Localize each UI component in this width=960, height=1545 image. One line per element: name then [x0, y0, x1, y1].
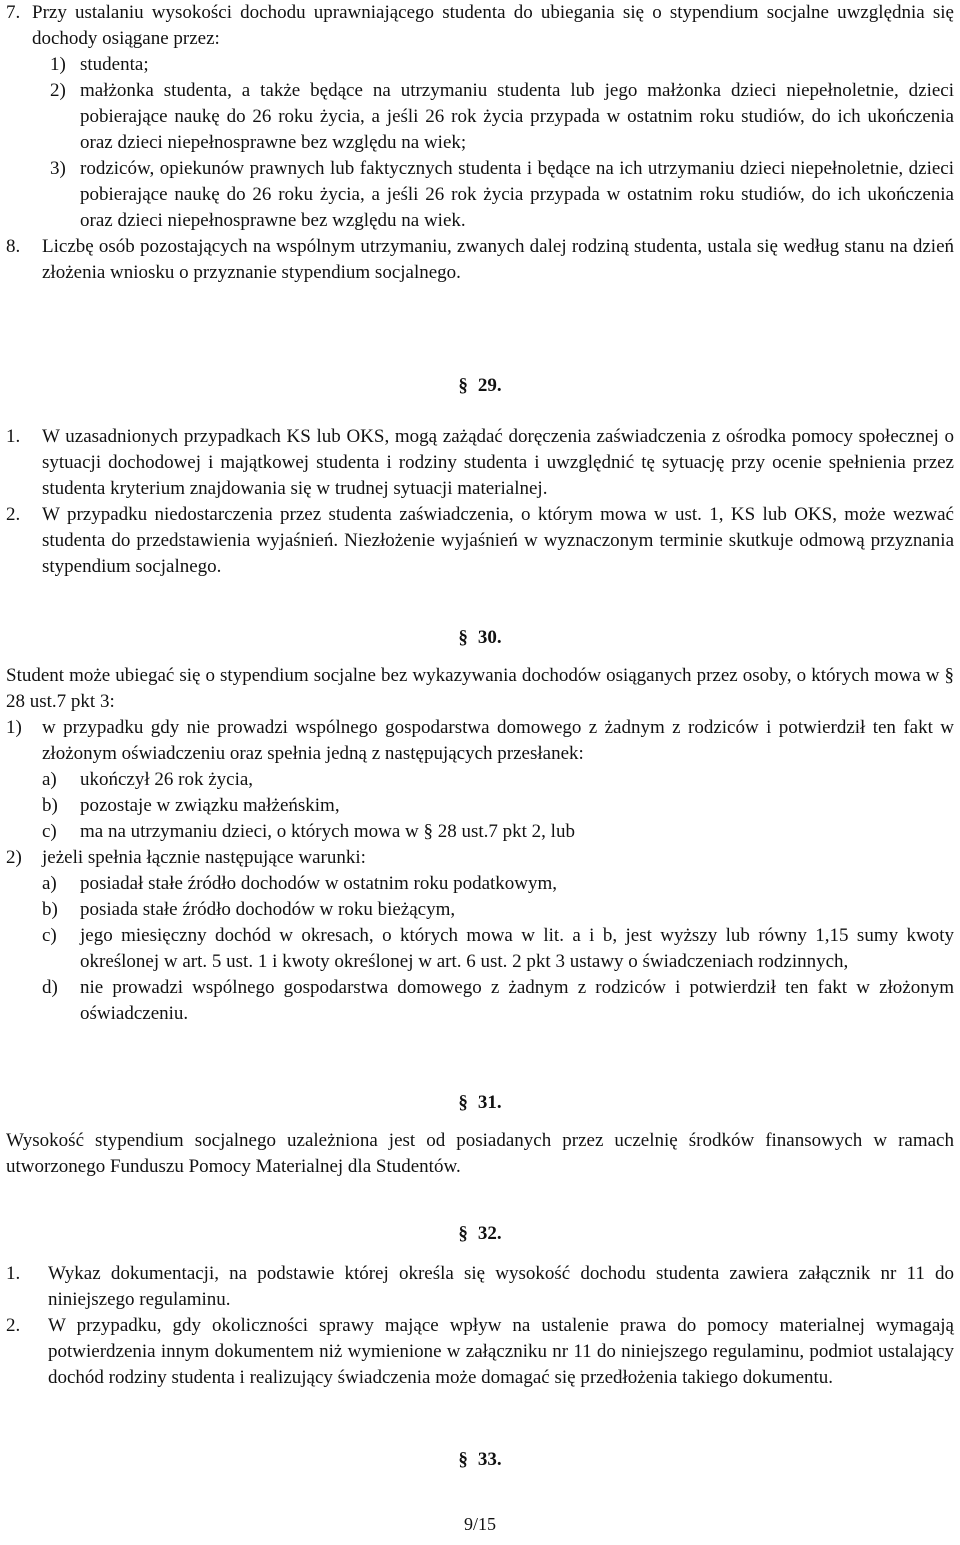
- section-heading-31: [0, 1090, 960, 1116]
- list-item: [0, 52, 954, 78]
- sub-item-text: posiadał stałe źródło dochodów w ostatnim roku podatkowym,: [80, 873, 558, 894]
- list-item-number: 1): [50, 54, 66, 75]
- sub-item: [0, 975, 954, 1027]
- section-number: 30.: [477, 627, 502, 648]
- section-heading-29: [0, 373, 960, 399]
- section-symbol: §: [458, 375, 468, 396]
- list-item-number: 3): [50, 158, 66, 179]
- sub-item-letter: b): [42, 899, 58, 920]
- list-item-number: 2.: [6, 1315, 21, 1336]
- list-item: [0, 1313, 954, 1391]
- sub-item-text: posiada stałe źródło dochodów w roku bieżącym,: [80, 899, 456, 920]
- section-number: 29.: [477, 375, 502, 396]
- paragraph-number: 7.: [6, 2, 21, 23]
- sub-item: [0, 819, 954, 845]
- sub-item-text: ma na utrzymaniu dzieci, o których mowa w § 28 ust.7 pkt 2, lub: [80, 821, 575, 842]
- paragraph-7-intro: [0, 0, 954, 52]
- sub-item: [0, 923, 954, 975]
- section-number: 32.: [477, 1223, 502, 1244]
- list-item-text: W przypadku, gdy okoliczności sprawy mające wpływ na ustalenie prawa do pomocy materialnej wymagają potwierdzenia innym dokumentem niż wymienione w załączniku nr 11 do niniejszego regulaminu, podmiot ustalający dochód rodziny studenta i realizujący świadczenia może domagać się przedłożenia takiego dokumentu.: [48, 1315, 954, 1388]
- list-item-text: w przypadku gdy nie prowadzi wspólnego gospodarstwa domowego z żadnym z rodziców i potwierdził ten fakt w złożonym oświadczeniu oraz spełnia jedną z następujących przesłanek:: [42, 717, 954, 764]
- list-item: [0, 78, 954, 156]
- sub-item: [0, 793, 954, 819]
- list-item-text: jeżeli spełnia łącznie następujące warunki:: [42, 847, 366, 868]
- list-item-number: 2): [50, 80, 66, 101]
- list-item-text: W przypadku niedostarczenia przez studenta zaświadczenia, o którym mowa w ust. 1, KS lub OKS, może wezwać studenta do przedstawienia wyjaśnień. Niezłożenie wyjaśnień w wyznaczonym terminie skutkuje odmową przyznania stypendium socjalnego.: [42, 504, 954, 577]
- list-item: [0, 156, 954, 234]
- section-number: 31.: [477, 1092, 502, 1113]
- section-30-body: [0, 663, 960, 1027]
- sub-item-text: nie prowadzi wspólnego gospodarstwa domowego z żadnym z rodziców i potwierdził ten fakt w złożonym oświadczeniu.: [80, 977, 954, 1024]
- list-item-text: Wykaz dokumentacji, na podstawie której określa się wysokość dochodu studenta zawiera załącznik nr 11 do niniejszego regulaminu.: [48, 1263, 954, 1310]
- page-number: 9/15: [463, 1514, 496, 1534]
- sub-item-text: jego miesięczny dochód w okresach, o których mowa w lit. a i b, jest wyższy lub równy 1,15 sumy kwoty określonej w art. 5 ust. 1 i kwoty określonej w art. 6 ust. 2 pkt 3 ustawy o świadczeniach rodzinnych,: [80, 925, 954, 972]
- sub-item: [0, 897, 954, 923]
- sub-item: [0, 871, 954, 897]
- section-31-text: Wysokość stypendium socjalnego uzależniona jest od posiadanych przez uczelnię środków finansowych w ramach utworzonego Funduszu Pomocy Materialnej dla Studentów.: [6, 1130, 954, 1177]
- list-item: [0, 1261, 954, 1313]
- paragraph-text: Przy ustalaniu wysokości dochodu uprawniającego studenta do ubiegania się o stypendium socjalne uwzględnia się dochody osiągane przez:: [32, 2, 954, 49]
- list-item-text: małżonka studenta, a także będące na utrzymaniu studenta lub jego małżonka dzieci niepełnoletnie, dzieci pobierające naukę do 26 roku życia, a jeśli 26 rok życia przypada w ostatnim roku studiów, do ich ukończenia oraz dzieci niepełnosprawne bez względu na wiek;: [80, 80, 954, 153]
- section-heading-32: [0, 1221, 960, 1247]
- section-32-body: [0, 1261, 960, 1391]
- condition-2: [0, 845, 954, 871]
- section-heading-33: [0, 1447, 960, 1473]
- section-symbol: §: [458, 1223, 468, 1244]
- list-item-number: 2): [6, 847, 22, 868]
- section-intro: Student może ubiegać się o stypendium socjalne bez wykazywania dochodów osiąganych przez osoby, o których mowa w § 28 ust.7 pkt 3:: [6, 665, 954, 712]
- sub-item-letter: d): [42, 977, 58, 998]
- list-item-number: 1): [6, 717, 22, 738]
- sub-item-letter: c): [42, 821, 57, 842]
- list-item-number: 2.: [6, 504, 21, 525]
- section-29-body: [0, 424, 960, 580]
- list-item-number: 1.: [6, 426, 21, 447]
- sub-item-letter: a): [42, 873, 57, 894]
- section-heading-30: [0, 625, 960, 651]
- list-item: [0, 424, 954, 502]
- sub-item-text: pozostaje w związku małżeńskim,: [80, 795, 340, 816]
- section-symbol: §: [458, 1092, 468, 1113]
- section-symbol: §: [458, 1449, 468, 1470]
- paragraph-7: [0, 0, 960, 286]
- sub-item-letter: b): [42, 795, 58, 816]
- paragraph-text: Liczbę osób pozostających na wspólnym utrzymaniu, zwanych dalej rodziną studenta, ustala się według stanu na dzień złożenia wniosku o przyznanie stypendium socjalnego.: [42, 236, 954, 283]
- section-number: 33.: [477, 1449, 502, 1470]
- list-item-text: rodziców, opiekunów prawnych lub faktycznych studenta i będące na ich utrzymaniu dzieci niepełnoletnie, dzieci pobierające naukę do 26 roku życia, a jeśli 26 rok życia przypada w ostatnim roku studiów, do ich ukończenia oraz dzieci niepełnosprawne bez względu na wiek.: [80, 158, 954, 231]
- section-symbol: §: [458, 627, 468, 648]
- list-item-number: 1.: [6, 1263, 21, 1284]
- condition-1: [0, 715, 954, 767]
- sub-item-letter: c): [42, 925, 57, 946]
- sub-item: [0, 767, 954, 793]
- sub-item-letter: a): [42, 769, 57, 790]
- list-item-text: W uzasadnionych przypadkach KS lub OKS, mogą zażądać doręczenia zaświadczenia z ośrodka pomocy społecznej o sytuacji dochodowej i majątkowej studenta i rodziny studenta i uwzględnić tę sytuację przy ocenie spełnienia przez studenta kryterium znajdowania się w trudnej sytuacji materialnej.: [42, 426, 954, 499]
- list-item-text: studenta;: [80, 54, 149, 75]
- paragraph-8: [0, 234, 954, 286]
- list-item: [0, 502, 954, 580]
- paragraph-number: 8.: [6, 236, 21, 257]
- sub-item-text: ukończył 26 rok życia,: [80, 769, 254, 790]
